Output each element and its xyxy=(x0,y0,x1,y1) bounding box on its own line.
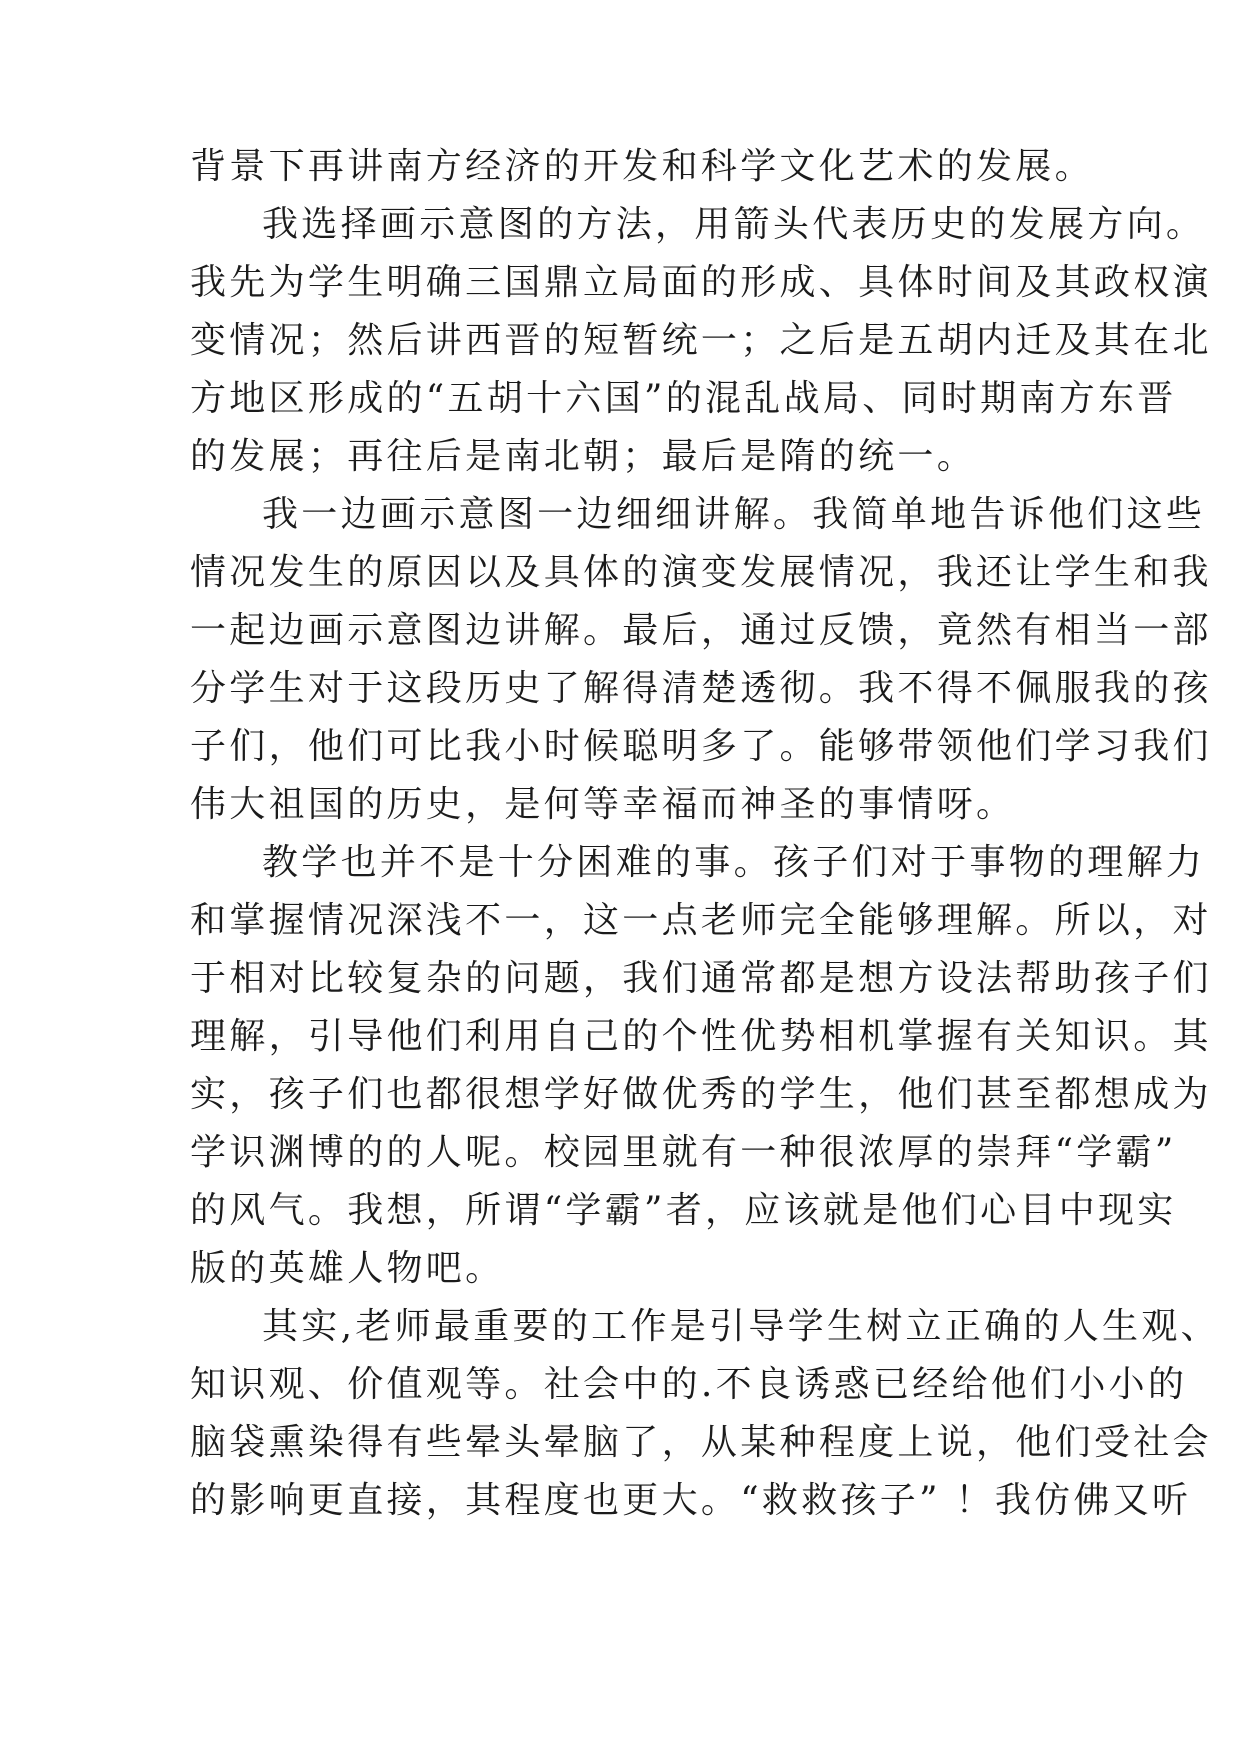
text-line: 我先为学生明确三国鼎立局面的形成、具体时间及其政权演 xyxy=(190,262,1212,303)
text-line: 子们，他们可比我小时候聪明多了。能够带领他们学习我们 xyxy=(190,726,1212,767)
text-line: 学识渊博的的人呢。校园里就有一种很浓厚的崇拜“学霸” xyxy=(190,1132,1177,1173)
text-line: 分学生对于这段历史了解得清楚透彻。我不得不佩服我的孩 xyxy=(190,668,1212,709)
text-line: 的发展；再往后是南北朝；最后是隋的统一。 xyxy=(190,436,977,477)
text-line: 伟大祖国的历史，是何等幸福而神圣的事情呀。 xyxy=(190,784,1016,825)
text-line: 的风气。我想，所谓“学霸”者，应该就是他们心目中现实 xyxy=(190,1190,1177,1231)
text-line: 的影响更直接，其程度也更大。“救救孩子” ！我仿佛又听 xyxy=(190,1480,1192,1521)
text-line: 其实,老师最重要的工作是引导学生树立正确的人生观、 xyxy=(262,1306,1220,1347)
text-line: 和掌握情况深浅不一，这一点老师完全能够理解。所以，对 xyxy=(190,900,1212,941)
text-line: 方地区形成的“五胡十六国”的混乱战局、同时期南方东晋 xyxy=(190,378,1177,419)
text-line: 知识观、价值观等。社会中的.不良诱惑已经给他们小小的 xyxy=(190,1364,1188,1405)
text-line: 我选择画示意图的方法，用箭头代表历史的发展方向。 xyxy=(262,204,1206,245)
text-line: 教学也并不是十分困难的事。孩子们对于事物的理解力 xyxy=(262,842,1206,883)
text-line: 版的英雄人物吧。 xyxy=(190,1248,505,1289)
text-line: 变情况；然后讲西晋的短暂统一；之后是五胡内迁及其在北 xyxy=(190,320,1212,361)
text-line: 理解，引导他们利用自己的个性优势相机掌握有关知识。其 xyxy=(190,1016,1212,1057)
text-line: 实，孩子们也都很想学好做优秀的学生，他们甚至都想成为 xyxy=(190,1074,1212,1115)
text-line: 背景下再讲南方经济的开发和科学文化艺术的发展。 xyxy=(190,146,1094,187)
text-line: 脑袋熏染得有些晕头晕脑了，从某种程度上说，他们受社会 xyxy=(190,1422,1212,1463)
text-line: 一起边画示意图边讲解。最后，通过反馈，竟然有相当一部 xyxy=(190,610,1212,651)
text-line: 于相对比较复杂的问题，我们通常都是想方设法帮助孩子们 xyxy=(190,958,1212,999)
text-line: 我一边画示意图一边细细讲解。我简单地告诉他们这些 xyxy=(262,494,1206,535)
text-line: 情况发生的原因以及具体的演变发展情况，我还让学生和我 xyxy=(190,552,1212,593)
